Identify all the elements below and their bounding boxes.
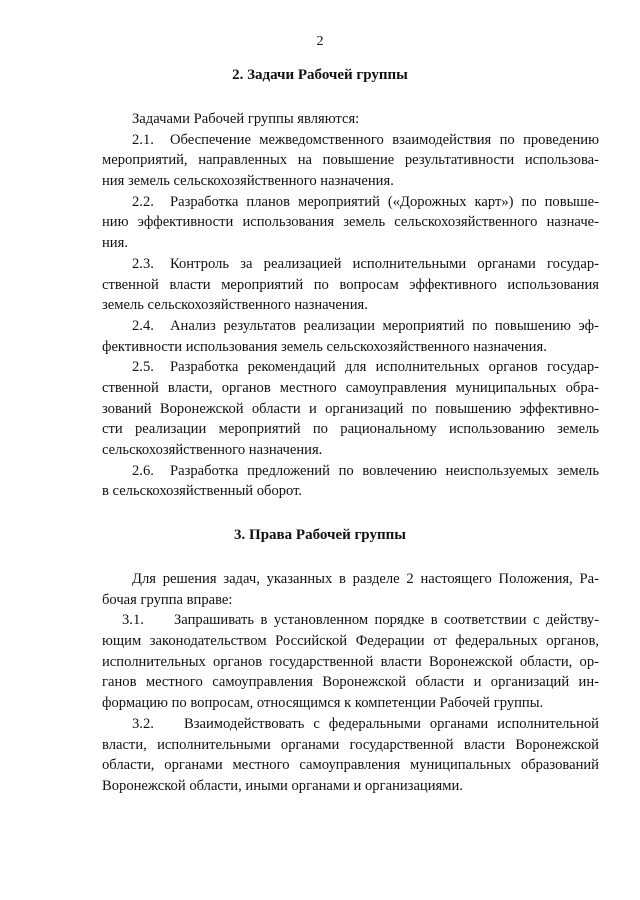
item-3-2-line-4: Воронежской области, иными органами и организациями. — [102, 777, 463, 794]
item-2-2-line-1 — [102, 192, 599, 213]
item-3-2-number: 3.2. — [132, 715, 154, 732]
item-2-6-number: 2.6. — [132, 462, 154, 479]
item-3-1-line-4: ганов местного самоуправления Воронежской области и организаций ин- — [102, 674, 599, 691]
item-2-3-line-3: земель сельскохозяйственного назначения. — [102, 297, 368, 314]
item-2-2-number: 2.2. — [132, 193, 154, 210]
item-3-1-number: 3.1. — [122, 612, 144, 629]
item-2-3-line-2: ственной власти мероприятий по вопросам эффективного использования — [102, 276, 599, 293]
item-2-1-line-2: мероприятий, направленных на повышение результативности использова- — [102, 152, 599, 169]
item-3-1-line-1 — [102, 610, 599, 631]
item-2-5-line-3: зований Воронежской области и организаций по повышению эффективно- — [102, 400, 599, 417]
item-3-2-line-1 — [102, 714, 599, 735]
item-2-4-line-1 — [102, 316, 599, 337]
item-2-3-line-1 — [102, 254, 599, 275]
item-2-1-number: 2.1. — [132, 131, 154, 148]
section-2-intro: Задачами Рабочей группы являются: — [132, 111, 360, 127]
item-3-2-line-3: области, органами местного самоуправления муниципальных образований — [102, 757, 599, 774]
item-2-5-line-2: ственной власти, органов местного самоуправления муниципальных обра- — [102, 380, 599, 397]
item-2-6-text: Разработка предложений по вовлечению неиспользуемых земель — [170, 462, 599, 479]
item-2-5-line-5: сельскохозяйственного назначения. — [102, 442, 323, 459]
item-2-6-line-1 — [102, 461, 599, 482]
section-3-intro-line-2: бочая группа вправе: — [102, 591, 233, 608]
page-number: 2 — [316, 34, 324, 49]
item-3-1-text: Запрашивать в установленном порядке в соответствии с действу- — [174, 612, 599, 629]
section-2-body — [102, 109, 599, 502]
item-3-1-line-3: исполнительных органов государственной власти Воронежской области, ор- — [102, 653, 599, 670]
item-2-5-line-4: сти реализации мероприятий по рациональному использованию земель — [102, 421, 599, 438]
item-2-5-line-1 — [102, 357, 599, 378]
section-3-body — [102, 569, 599, 797]
section-3-intro-line-1: Для решения задач, указанных в разделе 2 настоящего Положения, Ра- — [132, 571, 599, 587]
item-2-5-number: 2.5. — [132, 359, 154, 376]
item-3-1-line-2: ющим законодательством Российской Федерации от федеральных органов, — [102, 633, 599, 650]
item-2-2-line-3: ния. — [102, 235, 128, 252]
item-2-6-line-2: в сельскохозяйственный оборот. — [102, 483, 303, 500]
item-2-3-number: 2.3. — [132, 255, 154, 272]
item-2-4-text: Анализ результатов реализации мероприятий по повышению эф- — [170, 317, 599, 334]
item-2-1-line-3: ния земель сельскохозяйственного назначения. — [102, 173, 394, 190]
item-3-2-text: Взаимодействовать с федеральными органами исполнительной — [184, 715, 599, 732]
item-2-3-text: Контроль за реализацией исполнительными органами государ- — [170, 255, 599, 272]
section-2-heading: 2. Задачи Рабочей группы — [232, 67, 408, 83]
item-2-4-number: 2.4. — [132, 317, 154, 334]
item-2-4-line-2: фективности использования земель сельскохозяйственного назначения. — [102, 338, 547, 355]
item-2-1-line-1 — [102, 130, 599, 151]
item-2-1-text: Обеспечение межведомственного взаимодействия по проведению — [170, 131, 599, 148]
item-2-5-text: Разработка рекомендаций для исполнительных органов государ- — [170, 359, 599, 376]
item-2-2-line-2: нию эффективности использования земель сельскохозяйственного назначе- — [102, 214, 599, 231]
item-2-2-text: Разработка планов мероприятий («Дорожных карт») по повыше- — [170, 193, 599, 210]
section-3-heading: 3. Права Рабочей группы — [234, 527, 406, 543]
item-3-1-line-5: формацию по вопросам, относящимся к компетенции Рабочей группы. — [102, 695, 544, 712]
item-3-2-line-2: власти, исполнительными органами государственной власти Воронежской — [102, 736, 599, 753]
